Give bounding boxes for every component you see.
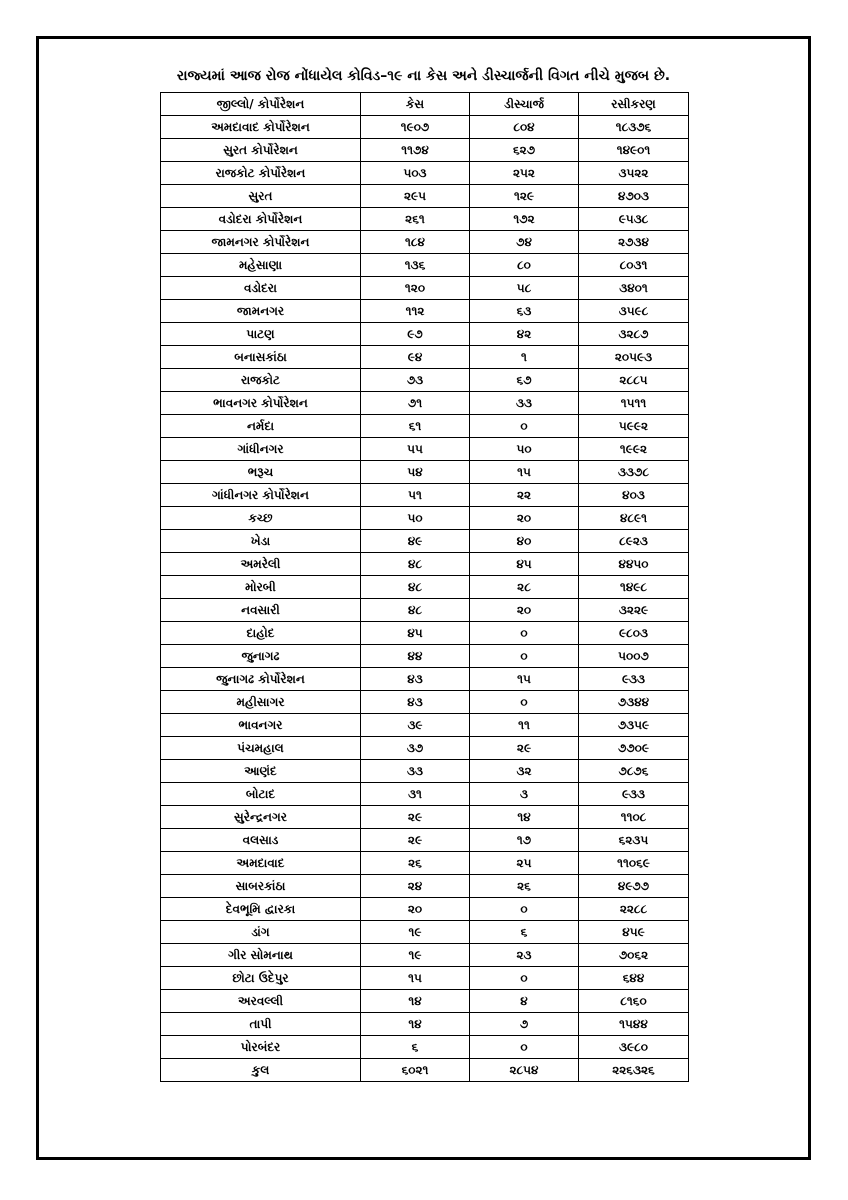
discharge-cell: ૮૦૪ xyxy=(470,116,579,139)
table-row xyxy=(161,576,689,599)
discharge-cell: ૧ xyxy=(470,346,579,369)
header-district: જીલ્લો/ કોર્પોરેશન xyxy=(161,93,361,116)
cases-cell: ૩૩ xyxy=(361,760,470,783)
vaccination-cell: ૩૨૨૯ xyxy=(579,599,689,622)
district-cell: પાટણ xyxy=(161,323,361,346)
cases-cell: ૧૯૦૭ xyxy=(361,116,470,139)
vaccination-cell: ૩૫૨૨ xyxy=(579,162,689,185)
cases-cell: ૬ xyxy=(361,1036,470,1059)
discharge-cell: ૨૦ xyxy=(470,507,579,530)
vaccination-cell: ૬૨૩૫ xyxy=(579,829,689,852)
table-row xyxy=(161,714,689,737)
vaccination-cell: ૭૩૫૯ xyxy=(579,714,689,737)
cases-cell: ૪૫ xyxy=(361,622,470,645)
discharge-cell: ૧૫ xyxy=(470,461,579,484)
table-row xyxy=(161,783,689,806)
vaccination-cell: ૨૦૫૯૩ xyxy=(579,346,689,369)
cases-cell: ૨૬ xyxy=(361,852,470,875)
cases-cell: ૧૯ xyxy=(361,944,470,967)
district-cell: ડાંગ xyxy=(161,921,361,944)
discharge-cell: ૦ xyxy=(470,967,579,990)
vaccination-cell: ૪૭૦૩ xyxy=(579,185,689,208)
discharge-cell: ૭૪ xyxy=(470,231,579,254)
district-cell: જામનગર કોર્પોરેશન xyxy=(161,231,361,254)
discharge-cell: ૩ xyxy=(470,783,579,806)
table-row xyxy=(161,415,689,438)
cases-cell: ૫૧ xyxy=(361,484,470,507)
district-cell: સુરત xyxy=(161,185,361,208)
district-cell: વલસાડ xyxy=(161,829,361,852)
table-row xyxy=(161,116,689,139)
discharge-cell: ૨૦ xyxy=(470,599,579,622)
vaccination-cell: ૬૪૪ xyxy=(579,967,689,990)
vaccination-cell: ૭૮૭૬ xyxy=(579,760,689,783)
vaccination-cell: ૧૫૪૪ xyxy=(579,1013,689,1036)
table-row xyxy=(161,461,689,484)
cases-cell: ૪૩ xyxy=(361,691,470,714)
vaccination-cell: ૨૨૮૮ xyxy=(579,898,689,921)
table-row xyxy=(161,553,689,576)
district-cell: આણંદ xyxy=(161,760,361,783)
table-row xyxy=(161,162,689,185)
cases-cell: ૨૯ xyxy=(361,806,470,829)
district-cell: ગીર સોમનાથ xyxy=(161,944,361,967)
table-row xyxy=(161,139,689,162)
table-row xyxy=(161,921,689,944)
covid-cases-table xyxy=(160,92,689,1082)
discharge-cell: ૩૨ xyxy=(470,760,579,783)
vaccination-cell: ૪૦૩ xyxy=(579,484,689,507)
discharge-cell: ૨૩ xyxy=(470,944,579,967)
vaccination-cell: ૮૯૨૩ xyxy=(579,530,689,553)
discharge-cell: ૦ xyxy=(470,645,579,668)
district-cell: પોરબંદર xyxy=(161,1036,361,1059)
discharge-cell: ૧૭ xyxy=(470,829,579,852)
cases-cell: ૬૦૨૧ xyxy=(361,1059,470,1082)
district-cell: નવસારી xyxy=(161,599,361,622)
cases-cell: ૩૯ xyxy=(361,714,470,737)
cases-cell: ૩૭ xyxy=(361,737,470,760)
discharge-cell: ૧૫ xyxy=(470,668,579,691)
vaccination-cell: ૯૮૦૩ xyxy=(579,622,689,645)
district-cell: દાહોદ xyxy=(161,622,361,645)
district-cell: બોટાદ xyxy=(161,783,361,806)
table-row xyxy=(161,760,689,783)
discharge-cell: ૨૮૫૪ xyxy=(470,1059,579,1082)
table-row xyxy=(161,530,689,553)
total-row xyxy=(161,1059,689,1082)
cases-cell: ૨૯ xyxy=(361,829,470,852)
table-row xyxy=(161,599,689,622)
table-row xyxy=(161,208,689,231)
district-cell: ગાંધીનગર xyxy=(161,438,361,461)
district-cell: અમદાવાદ કોર્પોરેશન xyxy=(161,116,361,139)
table-header-row xyxy=(161,93,689,116)
district-cell: જુનાગઢ xyxy=(161,645,361,668)
discharge-cell: ૪૦ xyxy=(470,530,579,553)
table-row xyxy=(161,990,689,1013)
cases-cell: ૩૧ xyxy=(361,783,470,806)
discharge-cell: ૭ xyxy=(470,1013,579,1036)
district-cell: છોટા ઉદેપુર xyxy=(161,967,361,990)
district-cell: અમરેલી xyxy=(161,553,361,576)
vaccination-cell: ૧૧૦૬૯ xyxy=(579,852,689,875)
cases-cell: ૫૪ xyxy=(361,461,470,484)
cases-cell: ૯૭ xyxy=(361,323,470,346)
discharge-cell: ૨૯ xyxy=(470,737,579,760)
discharge-cell: ૬૨૭ xyxy=(470,139,579,162)
vaccination-cell: ૧૪૯૦૧ xyxy=(579,139,689,162)
vaccination-cell: ૨૭૩૪ xyxy=(579,231,689,254)
discharge-cell: ૬૭ xyxy=(470,369,579,392)
discharge-cell: ૪૫ xyxy=(470,553,579,576)
table-row xyxy=(161,507,689,530)
cases-cell: ૯૪ xyxy=(361,346,470,369)
table-row xyxy=(161,852,689,875)
cases-cell: ૭૩ xyxy=(361,369,470,392)
page-title: રાજ્યમાં આજ રોજ નોંધાયેલ કોવિડ–૧૯ ના કેસ અને ડીસ્ચાર્જની વિગત નીચે મુજબ છે. xyxy=(176,68,671,84)
district-cell: દેવભૂમિ દ્વારકા xyxy=(161,898,361,921)
discharge-cell: ૨૬ xyxy=(470,875,579,898)
discharge-cell: ૦ xyxy=(470,415,579,438)
district-cell: સુરત કોર્પોરેશન xyxy=(161,139,361,162)
table-body xyxy=(161,116,689,1082)
discharge-cell: ૨૮ xyxy=(470,576,579,599)
discharge-cell: ૦ xyxy=(470,691,579,714)
discharge-cell: ૪ xyxy=(470,990,579,1013)
cases-cell: ૪૮ xyxy=(361,576,470,599)
vaccination-cell: ૩૩૭૮ xyxy=(579,461,689,484)
table-row xyxy=(161,254,689,277)
table-row xyxy=(161,898,689,921)
cases-cell: ૧૧૨ xyxy=(361,300,470,323)
district-cell: મહીસાગર xyxy=(161,691,361,714)
table-row xyxy=(161,668,689,691)
discharge-cell: ૧૭૨ xyxy=(470,208,579,231)
table-row xyxy=(161,323,689,346)
discharge-cell: ૨૫૨ xyxy=(470,162,579,185)
table-row xyxy=(161,691,689,714)
district-cell: મહેસાણા xyxy=(161,254,361,277)
table-row xyxy=(161,1013,689,1036)
table-row xyxy=(161,392,689,415)
vaccination-cell: ૪૫૯ xyxy=(579,921,689,944)
discharge-cell: ૧૨૯ xyxy=(470,185,579,208)
cases-cell: ૨૦ xyxy=(361,898,470,921)
district-cell: રાજકોટ કોર્પોરેશન xyxy=(161,162,361,185)
vaccination-cell: ૯૫૩૮ xyxy=(579,208,689,231)
table-row xyxy=(161,346,689,369)
district-cell: અરવલ્લી xyxy=(161,990,361,1013)
discharge-cell: ૨૫ xyxy=(470,852,579,875)
discharge-cell: ૧૧ xyxy=(470,714,579,737)
vaccination-cell: ૮૦૩૧ xyxy=(579,254,689,277)
cases-cell: ૧૪ xyxy=(361,990,470,1013)
district-cell: તાપી xyxy=(161,1013,361,1036)
discharge-cell: ૦ xyxy=(470,1036,579,1059)
district-cell: જામનગર xyxy=(161,300,361,323)
vaccination-cell: ૨૨૬૩૨૬ xyxy=(579,1059,689,1082)
table-row xyxy=(161,277,689,300)
district-cell: રાજકોટ xyxy=(161,369,361,392)
district-cell: ભાવનગર xyxy=(161,714,361,737)
cases-cell: ૫૫ xyxy=(361,438,470,461)
table-row xyxy=(161,369,689,392)
table-row xyxy=(161,1036,689,1059)
discharge-cell: ૨૨ xyxy=(470,484,579,507)
cases-cell: ૪૪ xyxy=(361,645,470,668)
discharge-cell: ૦ xyxy=(470,898,579,921)
vaccination-cell: ૩૨૮૭ xyxy=(579,323,689,346)
district-cell: મોરબી xyxy=(161,576,361,599)
vaccination-cell: ૩૫૯૮ xyxy=(579,300,689,323)
district-cell: કુલ xyxy=(161,1059,361,1082)
table-row xyxy=(161,645,689,668)
district-cell: વડોદરા કોર્પોરેશન xyxy=(161,208,361,231)
cases-cell: ૧૪ xyxy=(361,1013,470,1036)
discharge-cell: ૫૮ xyxy=(470,277,579,300)
vaccination-cell: ૫૯૯૨ xyxy=(579,415,689,438)
header-vaccination: રસીકરણ xyxy=(579,93,689,116)
discharge-cell: ૫૦ xyxy=(470,438,579,461)
cases-cell: ૧૨૦ xyxy=(361,277,470,300)
header-discharge: ડીસ્ચાર્જ xyxy=(470,93,579,116)
vaccination-cell: ૫૦૦૭ xyxy=(579,645,689,668)
discharge-cell: ૪૨ xyxy=(470,323,579,346)
cases-cell: ૧૯ xyxy=(361,921,470,944)
cases-cell: ૪૯ xyxy=(361,530,470,553)
district-cell: ગાંધીનગર કોર્પોરેશન xyxy=(161,484,361,507)
vaccination-cell: ૧૯૯૨ xyxy=(579,438,689,461)
header-cases: કેસ xyxy=(361,93,470,116)
cases-cell: ૪૩ xyxy=(361,668,470,691)
vaccination-cell: ૧૪૯૮ xyxy=(579,576,689,599)
vaccination-cell: ૭૦૬૨ xyxy=(579,944,689,967)
table-row xyxy=(161,737,689,760)
district-cell: ભાવનગર કોર્પોરેશન xyxy=(161,392,361,415)
cases-cell: ૨૯૫ xyxy=(361,185,470,208)
vaccination-cell: ૩૯૮૦ xyxy=(579,1036,689,1059)
cases-cell: ૨૪ xyxy=(361,875,470,898)
vaccination-cell: ૧૧૦૮ xyxy=(579,806,689,829)
vaccination-cell: ૩૪૦૧ xyxy=(579,277,689,300)
table-row xyxy=(161,185,689,208)
cases-cell: ૫૦ xyxy=(361,507,470,530)
cases-cell: ૭૧ xyxy=(361,392,470,415)
district-cell: સુરેન્દ્રનગર xyxy=(161,806,361,829)
table-row xyxy=(161,231,689,254)
vaccination-cell: ૨૮૮૫ xyxy=(579,369,689,392)
vaccination-cell: ૧૮૩૭૬ xyxy=(579,116,689,139)
vaccination-cell: ૪૪૫૦ xyxy=(579,553,689,576)
district-cell: સાબરકાંઠા xyxy=(161,875,361,898)
vaccination-cell: ૯૩૩ xyxy=(579,668,689,691)
discharge-cell: ૮૦ xyxy=(470,254,579,277)
district-cell: જુનાગઢ કોર્પોરેશન xyxy=(161,668,361,691)
district-cell: અમદાવાદ xyxy=(161,852,361,875)
discharge-cell: ૧૪ xyxy=(470,806,579,829)
table-row xyxy=(161,829,689,852)
cases-cell: ૧૮૪ xyxy=(361,231,470,254)
vaccination-cell: ૭૩૪૪ xyxy=(579,691,689,714)
vaccination-cell: ૪૮૯૧ xyxy=(579,507,689,530)
district-cell: પંચમહાલ xyxy=(161,737,361,760)
table-row xyxy=(161,622,689,645)
cases-cell: ૧૧૭૪ xyxy=(361,139,470,162)
district-cell: કચ્છ xyxy=(161,507,361,530)
district-cell: નર્મદા xyxy=(161,415,361,438)
vaccination-cell: ૪૯૭૭ xyxy=(579,875,689,898)
cases-cell: ૨૬૧ xyxy=(361,208,470,231)
vaccination-cell: ૮૧૬૦ xyxy=(579,990,689,1013)
table-row xyxy=(161,300,689,323)
district-cell: બનાસકાંઠા xyxy=(161,346,361,369)
vaccination-cell: ૭૭૦૯ xyxy=(579,737,689,760)
cases-cell: ૧૩૬ xyxy=(361,254,470,277)
vaccination-cell: ૧૫૧૧ xyxy=(579,392,689,415)
discharge-cell: ૬ xyxy=(470,921,579,944)
discharge-cell: ૦ xyxy=(470,622,579,645)
table-row xyxy=(161,484,689,507)
table-row xyxy=(161,875,689,898)
table-row xyxy=(161,967,689,990)
cases-cell: ૫૦૩ xyxy=(361,162,470,185)
vaccination-cell: ૯૩૩ xyxy=(579,783,689,806)
cases-cell: ૧૫ xyxy=(361,967,470,990)
cases-cell: ૬૧ xyxy=(361,415,470,438)
cases-cell: ૪૮ xyxy=(361,553,470,576)
discharge-cell: ૩૩ xyxy=(470,392,579,415)
district-cell: વડોદરા xyxy=(161,277,361,300)
table-row xyxy=(161,438,689,461)
district-cell: ખેડા xyxy=(161,530,361,553)
discharge-cell: ૬૩ xyxy=(470,300,579,323)
table-row xyxy=(161,806,689,829)
cases-cell: ૪૮ xyxy=(361,599,470,622)
table-row xyxy=(161,944,689,967)
district-cell: ભરૂચ xyxy=(161,461,361,484)
